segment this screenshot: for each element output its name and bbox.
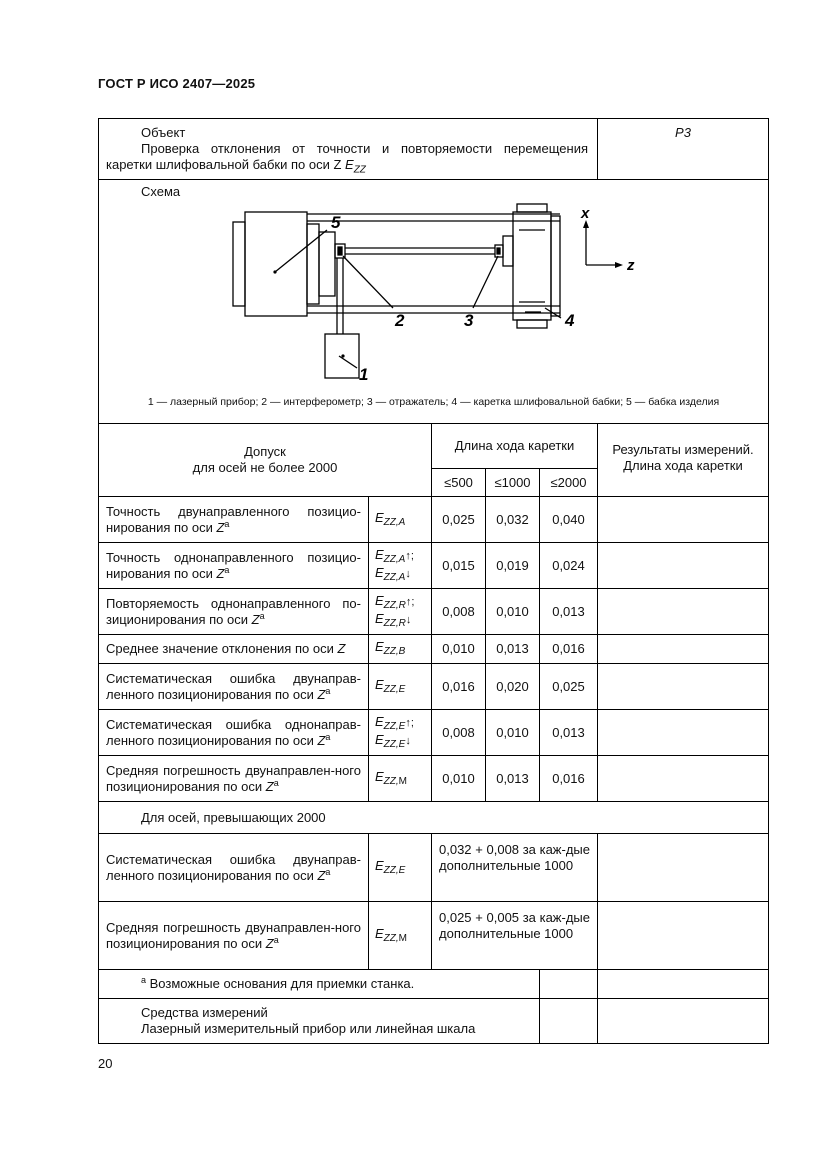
table-row: Систематическая ошибка двунаправ-ленного позиционирования по оси $Z^а$ $E_{ZZ,E}$ 0,016 0,020 0,025: [99, 664, 769, 710]
stroke-header: Длина хода каретки: [432, 424, 598, 469]
object-label: Объект: [141, 125, 186, 140]
table-row: Систематическая ошибка однонаправ-ленного позиционирования по оси $Z^а$ $E_{ZZ,E}↑$; $E_{ZZ,E}↓$ 0,008 0,010 0,013: [99, 710, 769, 756]
table-row: Средняя погрешность двунаправлен-ного позиционирования по оси $Z^а$ $E_{ZZ,М}$ 0,025 + 0,005 за каж-дые дополнительные 1000: [99, 902, 769, 970]
page-number: 20: [98, 1056, 113, 1071]
symbol-cell: $E_{ZZ,М}$: [369, 902, 432, 970]
result-cell: [598, 497, 769, 543]
schema-row: [99, 180, 769, 424]
object-description: Проверка отклонения от точности и повторяемости перемещения каретки шлифовальной бабки по оси Z $E_{ZZ}$: [106, 141, 588, 176]
tolerance-header: Допуск для осей не более 2000: [99, 424, 432, 497]
formula-cell: 0,025 + 0,005 за каж-дые дополнительные 1000: [432, 902, 598, 970]
callout-4: 4: [565, 311, 575, 330]
table-row: Средняя погрешность двунаправлен-ного позиционирования по оси $Z^а$ $E_{ZZ,М}$ 0,010 0,013 0,016: [99, 756, 769, 802]
footnote-row: $^а$ Возможные основания для приемки станка.: [99, 970, 769, 999]
axis-z-label: z: [627, 257, 635, 274]
table-row: Повторяемость однонаправленного по-зиционирования по оси $Z^а$ $E_{ZZ,R}↑$; $E_{ZZ,R}↓$ 0,008 0,010 0,013: [99, 589, 769, 635]
callout-3: 3: [464, 311, 474, 330]
col-1000: ≤1000: [486, 469, 540, 497]
table-row: Точность двунаправленного позицио-нирования по оси $Z^а$ $E_{ZZ,A}$ 0,025 0,032 0,040: [99, 497, 769, 543]
result-cell: [598, 543, 769, 589]
means-label: Средства измерений: [141, 1005, 268, 1020]
symbol-cell: $E_{ZZ,М}$: [369, 756, 432, 802]
result-cell: [598, 589, 769, 635]
callout-5: 5: [331, 213, 341, 232]
table-row: Среднее значение отклонения по оси Z $E_{ZZ,B}$ 0,010 0,013 0,016: [99, 635, 769, 664]
callout-2: 2: [395, 311, 405, 330]
over-2000-row: Для осей, превышающих 2000: [99, 802, 769, 834]
symbol-cell: $E_{ZZ,A}↑$; $E_{ZZ,A}↓$: [369, 543, 432, 589]
grinding-carriage: [513, 212, 551, 320]
formula-cell: 0,032 + 0,008 за каж-дые дополнительные 1000: [432, 834, 598, 902]
callout-1: 1: [359, 365, 369, 384]
symbol-cell: $E_{ZZ,B}$: [369, 635, 432, 664]
symbol-cell: $E_{ZZ,R}↑$; $E_{ZZ,R}↓$: [369, 589, 432, 635]
result-cell: [598, 834, 769, 902]
measuring-means-row: [99, 999, 769, 1044]
workpiece-head-flange: [233, 222, 245, 306]
axis-x-label: x: [581, 205, 590, 222]
document-header: ГОСТ Р ИСО 2407—2025: [98, 76, 256, 91]
symbol-cell: $E_{ZZ,E}$: [369, 834, 432, 902]
object-code: P3: [598, 119, 769, 180]
object-row: [99, 119, 769, 180]
table-row: Точность однонаправленного позицио-нирования по оси $Z^а$ $E_{ZZ,A}↑$; $E_{ZZ,A}↓$ 0,015 0,019 0,024: [99, 543, 769, 589]
symbol-cell: $E_{ZZ,A}$: [369, 497, 432, 543]
table-header-row: [99, 424, 769, 469]
inspection-card: [98, 118, 769, 1044]
grinding-carriage-schema: [99, 200, 767, 390]
table-row: Систематическая ошибка двунаправ-ленного позиционирования по оси $Z^а$ $E_{ZZ,E}$ 0,032 + 0,008 за каж-дые дополнительные 1000: [99, 834, 769, 902]
symbol-cell: $E_{ZZ,E}↑$; $E_{ZZ,E}↓$: [369, 710, 432, 756]
result-cell: [598, 664, 769, 710]
result-cell: [598, 756, 769, 802]
means-text: Лазерный измерительный прибор или линейная шкала: [141, 1021, 476, 1036]
col-500: ≤500: [432, 469, 486, 497]
symbol-cell: $E_{ZZ,E}$: [369, 664, 432, 710]
result-cell: [598, 635, 769, 664]
schema-label: Схема: [141, 184, 181, 199]
result-cell: [598, 902, 769, 970]
results-header: Результаты измерений. Длина хода каретки: [598, 424, 769, 497]
schema-legend: 1 — лазерный прибор; 2 — интерферометр; 3 — отражатель; 4 — каретка шлифовальной бабки; 5 — бабка изделия: [147, 396, 720, 408]
col-2000: ≤2000: [540, 469, 598, 497]
workpiece-head: [245, 212, 307, 316]
result-cell: [598, 710, 769, 756]
